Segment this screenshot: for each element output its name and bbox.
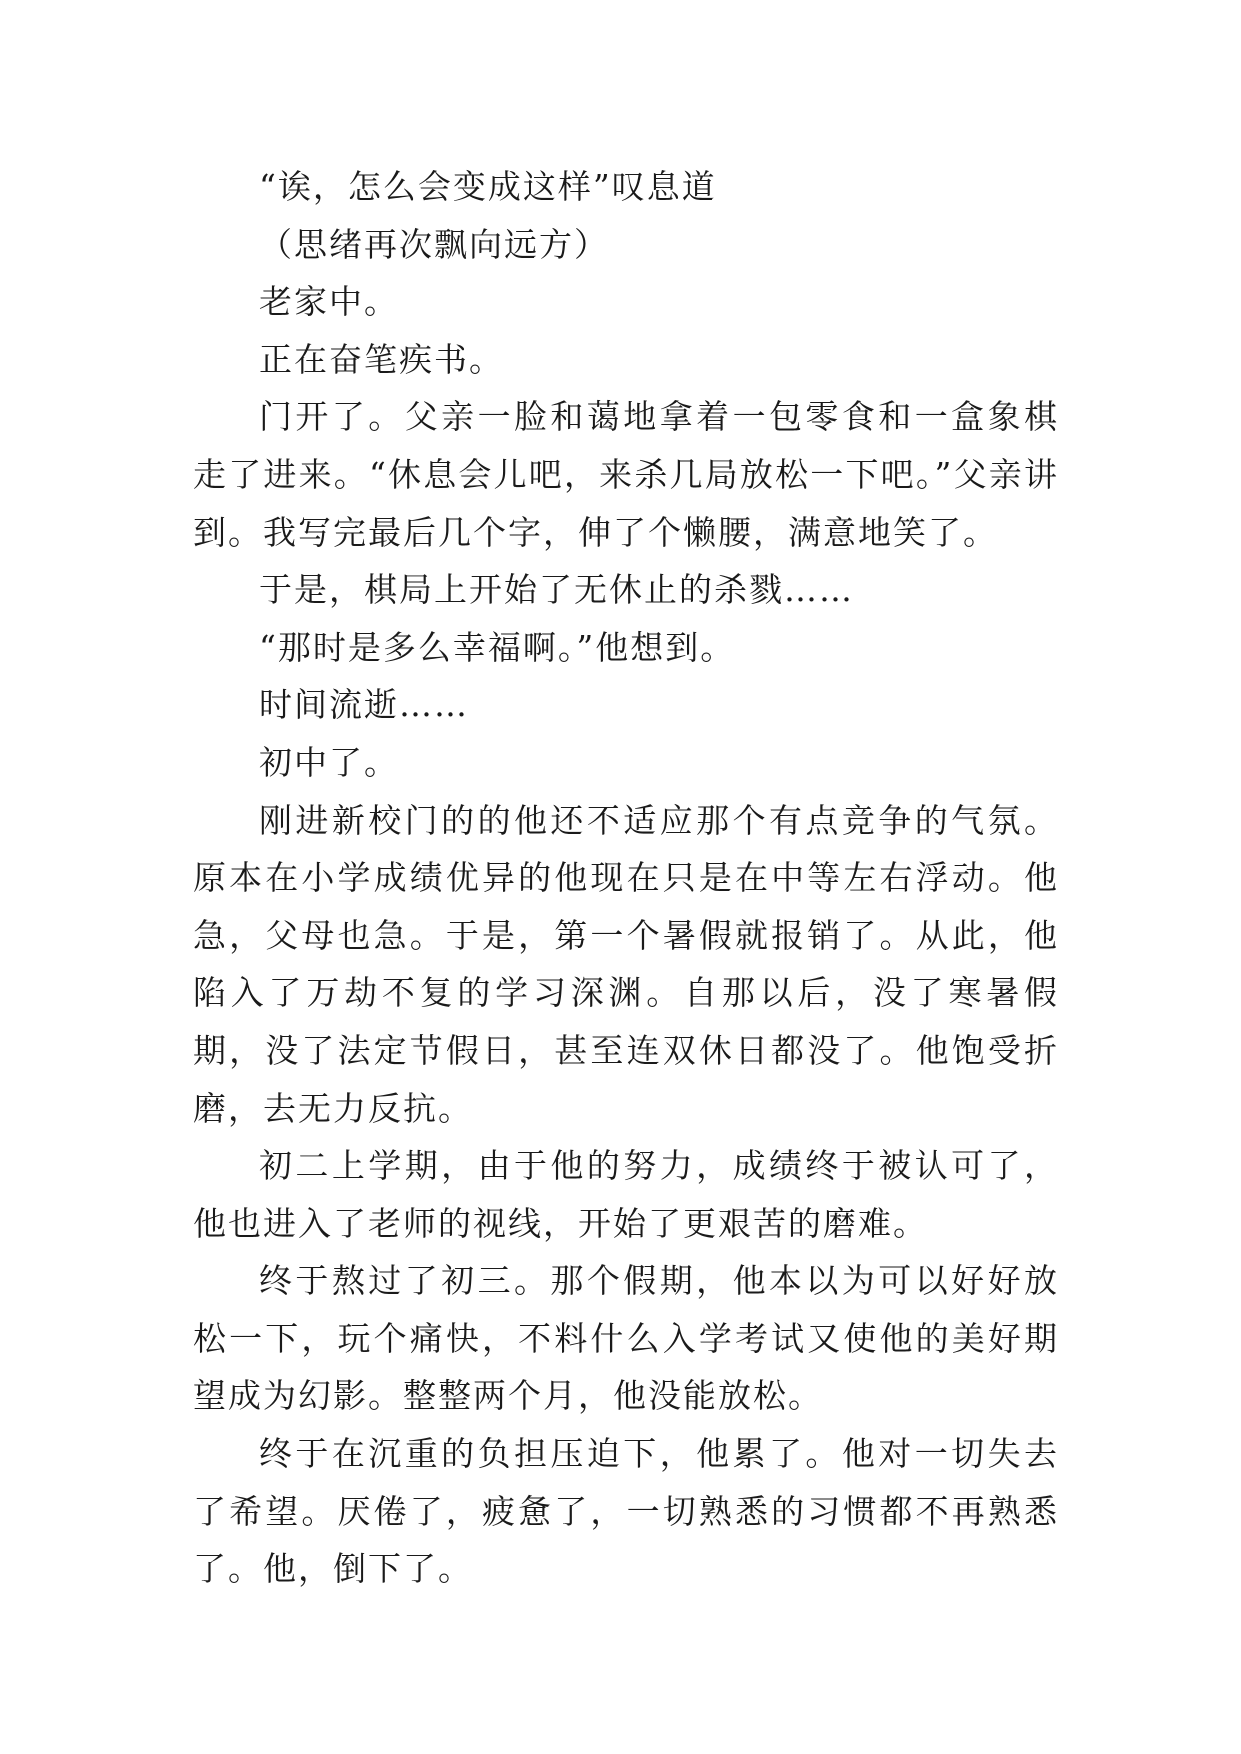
paragraph-grade-three: 终于熬过了初三。那个假期，他本以为可以好好放松一下，玩个痛快，不料什么入学考试又使他的美好期望成为幻影。整整两个月，他没能放松。 bbox=[193, 1261, 1059, 1416]
paragraph-hometown: 老家中。 bbox=[259, 282, 399, 322]
paragraph-collapse: 终于在沉重的负担压迫下，他累了。他对一切失去了希望。厌倦了，疲惫了，一切熟悉的习惯都不再熟悉了。他，倒下了。 bbox=[193, 1434, 1059, 1589]
paragraph-grade-two: 初二上学期，由于他的努力，成绩终于被认可了，他也进入了老师的视线，开始了更艰苦的磨难。 bbox=[193, 1146, 1059, 1243]
paragraph-writing: 正在奋笔疾书。 bbox=[259, 339, 504, 379]
paragraph-junior-high: 初中了。 bbox=[259, 742, 399, 782]
paragraph-new-school: 刚进新校门的的他还不适应那个有点竞争的气氛。原本在小学成绩优异的他现在只是在中等左右浮动。他急，父母也急。于是，第一个暑假就报销了。从此，他陷入了万劫不复的学习深渊。自那以后，没了寒暑假期，没了法定节假日，甚至连双休日都没了。他饱受折磨，去无力反抗。 bbox=[193, 800, 1059, 1128]
paragraph-happiness: “那时是多么幸福啊。”他想到。 bbox=[259, 627, 736, 667]
paragraph-chess: 于是，棋局上开始了无休止的杀戮…… bbox=[259, 570, 854, 610]
paragraph-father-enters: 门开了。父亲一脸和蔼地拿着一包零食和一盒象棋走了进来。“休息会儿吧，来杀几局放松一下吧。”父亲讲到。我写完最后几个字，伸了个懒腰，满意地笑了。 bbox=[193, 397, 1059, 552]
paragraph-thoughts: （思绪再次飘向远方） bbox=[259, 224, 609, 264]
paragraph-time-passes: 时间流逝…… bbox=[259, 685, 469, 725]
body-text bbox=[193, 158, 1059, 1598]
paragraph-sigh: “诶，怎么会变成这样”叹息道 bbox=[259, 167, 717, 206]
